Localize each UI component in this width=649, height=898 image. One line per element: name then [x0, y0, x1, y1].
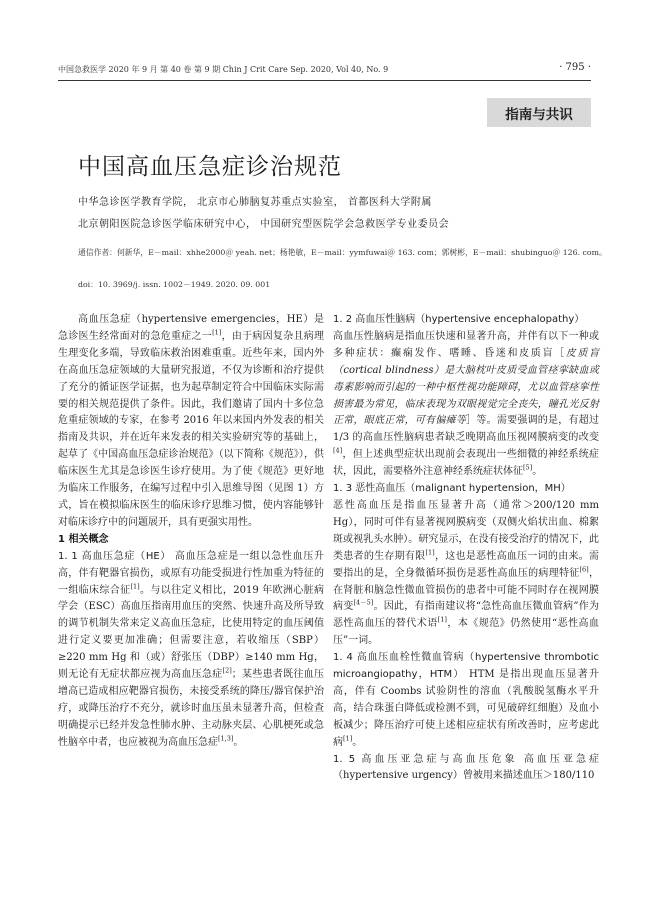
journal-citation: 中国急救医学 2020 年 9 月 第 40 卷 第 9 期 Chin J Crit Care Sep. 2020, Vol 40, No. 9 — [58, 65, 389, 74]
article-title: 中国高血压急症诊治规范 — [78, 154, 342, 180]
left-column — [58, 312, 324, 752]
right-column — [333, 312, 599, 785]
author-list — [78, 192, 449, 236]
subsection-1-2: 1. 2 高血压性脑病（hypertensive encephalopathy） 高血压性脑病是指血压快速和显著升高，并伴有以下一种或多种症状：癫痫发作、嗜睡、昏迷和皮质盲［皮质盲（cortical blindness）是大脑枕叶皮质受血管痉挛缺血或毒素影响而引起的一种中枢性视功能障碍，尤以血管痉挛性损害最为常见，临床表现为双眼视觉完全丧失，瞳孔光反射正常，眼底正常，可有偏瘫等］等。需要强调的是，有超过 1/3 的高血压性脑病患者缺乏晚期高血压视网膜病变的改变[4]，但上述典型症状出现前会表现出一些细微的神经系统症状，因此，需要格外注意神经系统症状体征[5]。 — [333, 314, 600, 478]
subsection-1-3: 1. 3 恶性高血压（malignant hypertension，MH） 恶性高血压是指血压显著升高（通常＞200/120 mm Hg），同时可伴有显著视网膜病变（双侧火焰状出血、棉絮斑或视乳头水肿）。研究显示，在没有接受治疗的情况下，此类患者的生存期有限[1]，这也是恶性高血压一词的由来。需要指出的是，全身微循环损伤是恶性高血压的病理特征[6]，在肾脏和脑急性微血管损伤的患者中可能不同时存在视网膜病变[4－5]。因此，有指南建议将“急性高血压微血管病”作为恶性高血压的替代术语[1]，本《规范》仍然使用“恶性高血压”一词。 — [333, 483, 600, 647]
subsection-1-1: 1. 1 高血压急症（HE） 高血压急症是一组以急性血压升高，伴有靶器官损伤，或原有功能受损进行性加重为特征的一组临床综合征[1]。与以往定义相比，2019 年欧洲心脏病学会（ESC）高血压指南用血压的突然、快速升高及所导致的调节机制失常来定义高血压急症，比使用特定的血压阈值进行定义要更加准确；但需要注意，若收缩压（SBP）≥220 mm Hg 和（或）舒张压（DBP）≥140 mm Hg，则无论有无症状都应视为高血压急症[2]；某些患者既往血压增高已造成相应靶器官损伤，未接受系统的降压/器官保护治疗，或降压治疗不充分，就诊时血压虽未显著升高，但检查明确提示已经并发急性肺水肿、主动脉夹层、心肌梗死或急性脑卒中者，也应被视为高血压急症[1,3]。 — [58, 550, 325, 748]
subsection-label: 1. 3 恶性高血压（malignant hypertension，MH） — [333, 483, 571, 495]
section-tag: 指南与共识 — [487, 98, 591, 127]
subsection-label: 1. 4 高血压血栓性微血管病（hypertensive thrombotic microangiopathy，HTM） — [333, 652, 599, 681]
subsection-1-4: 1. 4 高血压血栓性微血管病（hypertensive thrombotic microangiopathy，HTM） HTM 是指出现血压显著升高，伴有 Coombs 试验阴性的溶血（乳酸脱氢酶水平升高，结合珠蛋白降低或检测不到，可见破碎红细胞）及血小板减少；降压治疗可使上述相应症状有所改善时，应考虑此病[1]。 — [333, 652, 599, 748]
doi: doi：10. 3969/j. issn. 1002－1949. 2020. 09. 001 — [78, 280, 271, 289]
intro-paragraph: 高血压急症（hypertensive emergencies，HE）是急诊医生经常面对的急危重症之一[1]，由于病因复杂且病理生理变化多端，导致临床救治困难重重。近些年来，国内外在高血压急症领域的大量研究报道，不仅为诊断和治疗提供了充分的循证医学证据，也为起草制定符合中国临床实际需要的相关规范提供了条件。因此，我们邀请了国内十多位急危重症领域的专家，在参考 2016 年以来国内外发表的相关指南及共识，并在近年来发表的相关实验研究等的基础上，起草了《中国高血压急症诊治规范》（以下简称《规范》），供临床医生尤其是急诊医生诊疗使用。为了使《规范》更好地为临床工作服务，在编写过程中引入思维导图（见图 1）方式，旨在模拟临床医生的临床诊疗思维习惯，使内容能够针对临床诊疗中的问题展开，具有更强实用性。 — [58, 314, 325, 528]
author-line: 中华急诊医学教育学院， 北京市心肺脑复苏重点实验室， 首都医科大学附属 — [78, 197, 432, 208]
correspondence: 通信作者：何新华，E－mail：xhhe2000＠ yeah. net；杨艳敏，E－mail：yymfuwai＠ 163. com；郭树彬，E－mail：shubinguo＠ 126. com。 — [78, 248, 607, 257]
subsection-1-5: 1. 5 高血压亚急症与高血压危象 高血压亚急症（hypertensive urgency）曾被用来描述血压＞180/110 — [333, 753, 599, 782]
section-heading: 1 相关概念 — [58, 533, 109, 545]
running-header — [58, 64, 591, 78]
page-number: · 795 · — [559, 62, 591, 73]
subsection-label: 1. 1 高血压急症（HE） — [58, 550, 172, 562]
header-rule — [58, 80, 591, 81]
subsection-label: 1. 5 高血压亚急症与高血压危象 — [333, 753, 518, 765]
author-line: 北京朝阳医院急诊医学临床研究中心， 中国研究型医院学会急救医学专业委员会 — [78, 219, 450, 230]
subsection-label: 1. 2 高血压性脑病（hypertensive encephalopathy） — [333, 314, 585, 325]
